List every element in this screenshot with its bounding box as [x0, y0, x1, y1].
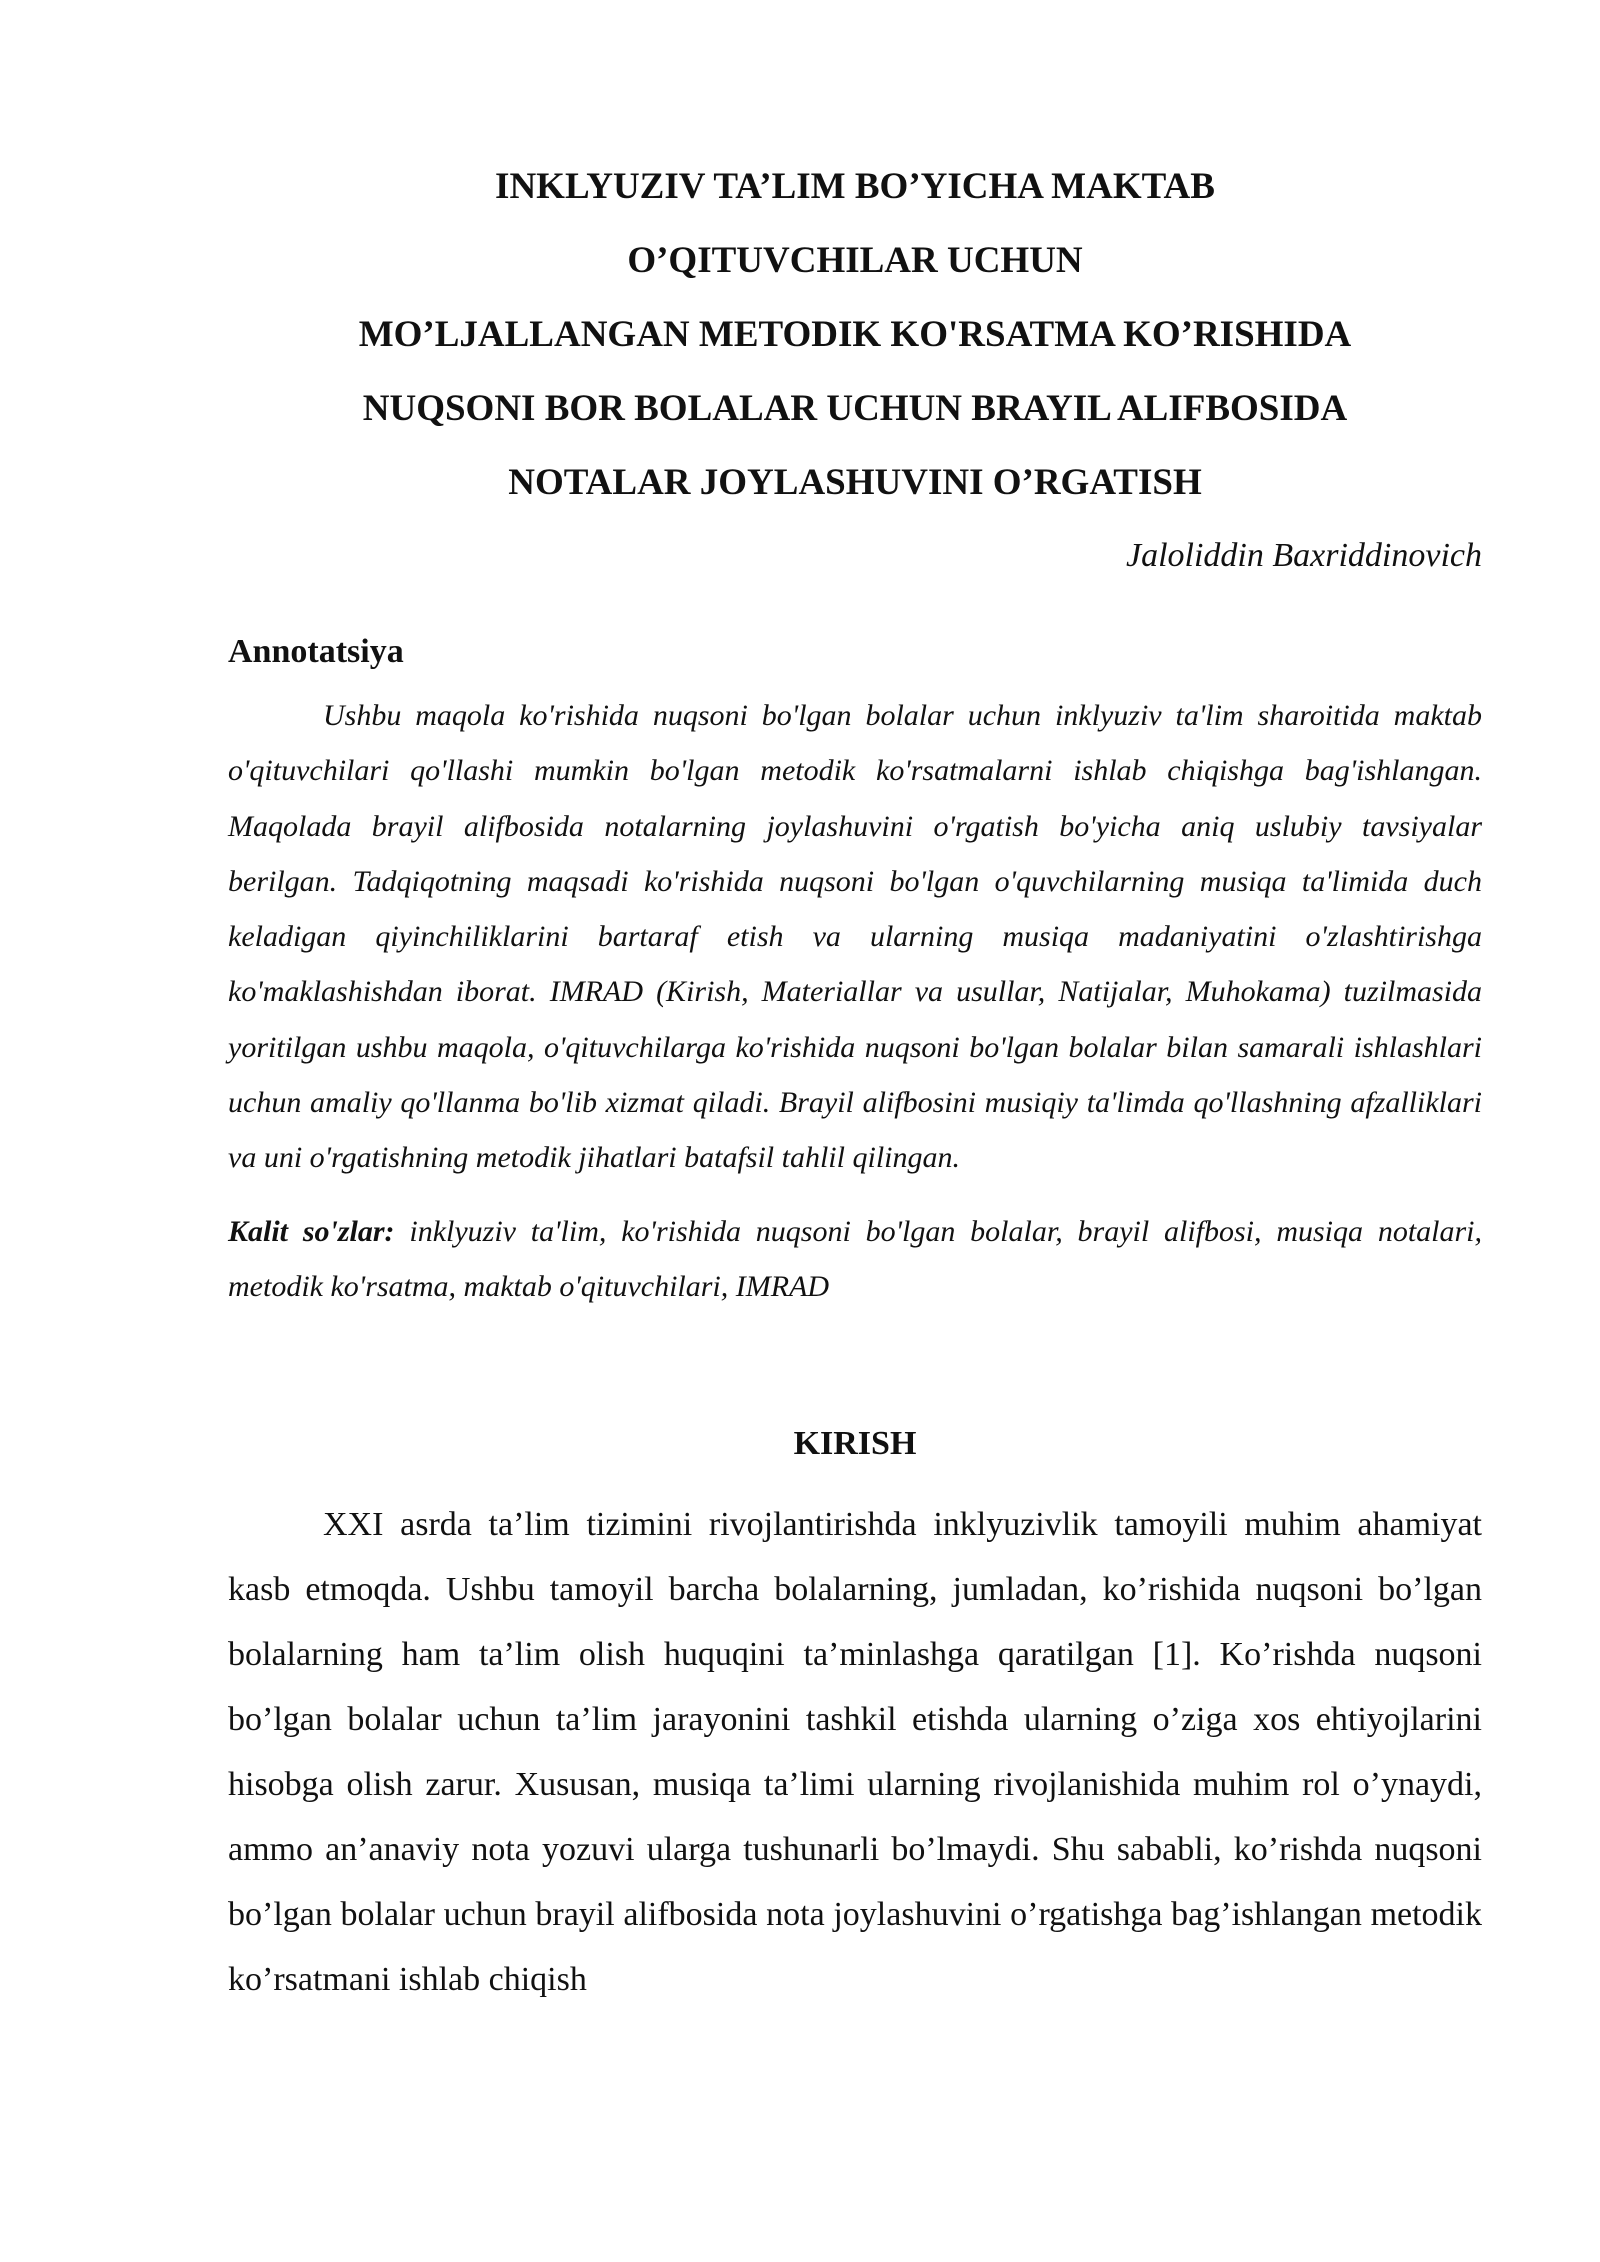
keywords-label: Kalit so'zlar:	[228, 1214, 395, 1248]
abstract-heading: Annotatsiya	[228, 633, 404, 670]
title-line: NOTALAR JOYLASHUVINI O’RGATISH	[508, 462, 1202, 503]
keywords-list: inklyuziv ta'lim, ko'rishida nuqsoni bo'lgan bolalar, brayil alifbosi, musiqa notalari, metodik ko'rsatma, maktab o'qituvchilari, IMRAD	[228, 1214, 1483, 1303]
author-name: Jaloliddin Baxriddinovich	[1126, 537, 1482, 574]
title-line: MO’LJALLANGAN METODIK KO'RSATMA KO’RISHIDA	[358, 314, 1352, 355]
paper-title	[228, 150, 1482, 520]
title-line: INKLYUZIV TA’LIM BO’YICHA MAKTAB	[495, 166, 1215, 207]
keywords-paragraph	[228, 1204, 1482, 1314]
section-heading-kirish: KIRISH	[793, 1424, 917, 1462]
title-line: O’QITUVCHILAR UCHUN	[627, 240, 1083, 281]
title-line: NUQSONI BOR BOLALAR UCHUN BRAYIL ALIFBOSIDA	[362, 388, 1348, 429]
introduction-paragraph: XXI asrda ta’lim tizimini rivojlantirishda inklyuzivlik tamoyili muhim ahamiyat kasb etmoqda. Ushbu tamoyil barcha bolalarning, jumladan, ko’rishida nuqsoni bo’lgan bolalarning ham ta’lim olish huquqini ta’minlashga qaratilgan [1]. Ko’rishda nuqsoni bo’lgan bolalar uchun ta’lim jarayonini tashkil etishda ularning o’ziga xos ehtiyojlarini hisobga olish zarur. Xususan, musiqa ta’limi ularning rivojlanishida muhim rol o’ynaydi, ammo an’anaviy nota yozuvi ularga tushunarli bo’lmaydi. Shu sababli, ko’rishda nuqsoni bo’lgan bolalar uchun brayil alifbosida nota joylashuvini o’rgatishga bag’ishlangan metodik ko’rsatmani ishlab chiqish	[228, 1505, 1482, 1998]
abstract-text: Ushbu maqola ko'rishida nuqsoni bo'lgan bolalar uchun inklyuziv ta'lim sharoitida maktab o'qituvchilari qo'llashi mumkin bo'lgan metodik ko'rsatmalarni ishlab chiqishga bag'ishlangan. Maqolada brayil alifbosida notalarning joylashuvini o'rgatish bo'yicha aniq uslubiy tavsiyalar berilgan. Tadqiqotning maqsadi ko'rishida nuqsoni bo'lgan o'quvchilarning musiqa ta'limida duch keladigan qiyinchiliklarini bartaraf etish va ularning musiqa madaniyatini o'zlashtirishga ko'maklashishdan iborat. IMRAD (Kirish, Materiallar va usullar, Natijalar, Muhokama) tuzilmasida yoritilgan ushbu maqola, o'qituvchilarga ko'rishida nuqsoni bo'lgan bolalar bilan samarali ishlashlari uchun amaliy qo'llanma bo'lib xizmat qiladi. Brayil alifbosini musiqiy ta'limda qo'llashning afzalliklari va uni o'rgatishning metodik jihatlari batafsil tahlil qilingan.	[228, 699, 1482, 1175]
